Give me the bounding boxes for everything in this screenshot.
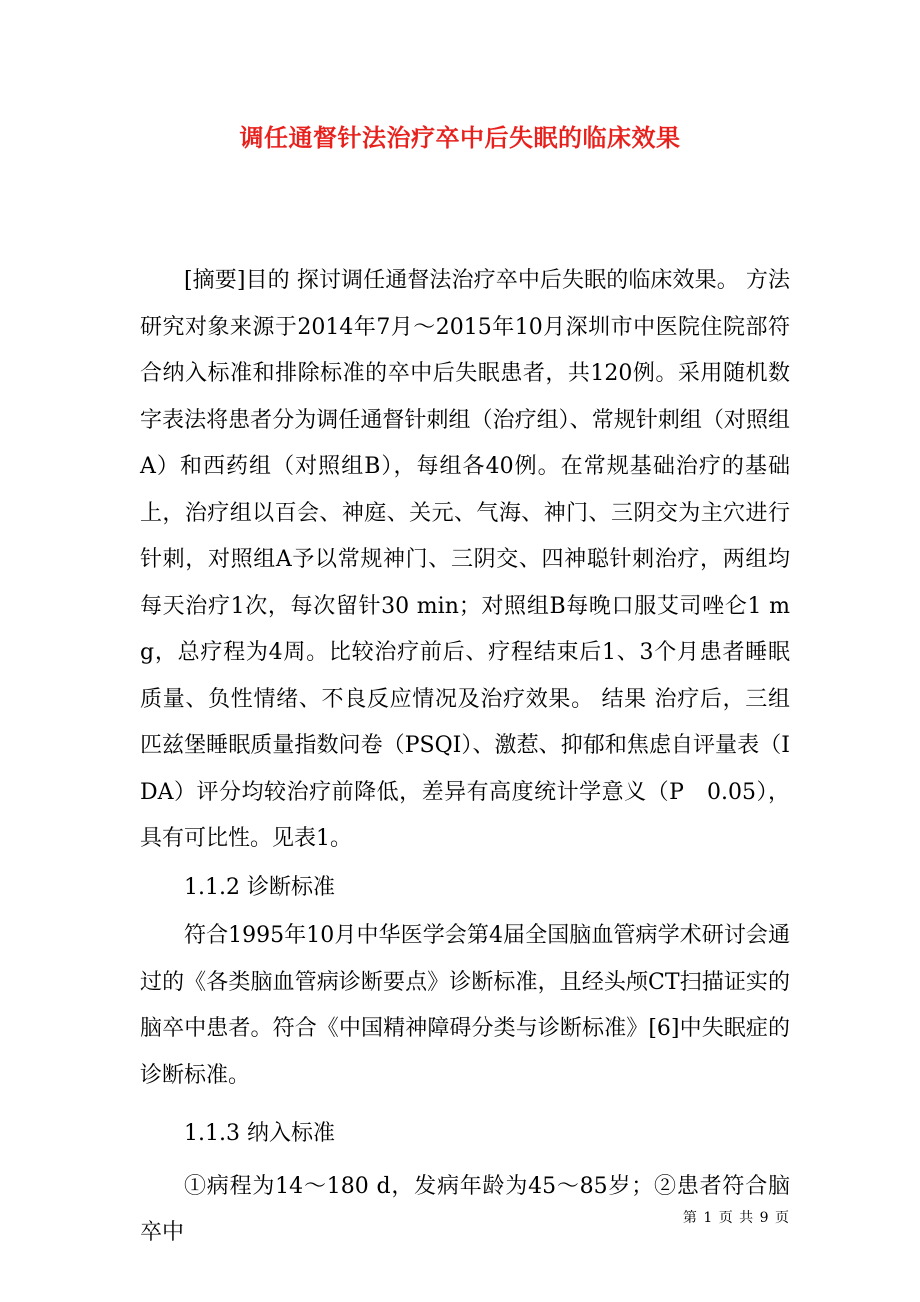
- section-heading-1-1-2: 1.1.2 诊断标准: [184, 874, 335, 900]
- section-heading-1-1-3: 1.1.3 纳入标准: [184, 1121, 335, 1146]
- inclusion-paragraph: ①病程为14～180 d，发病年龄为45～85岁；②患者符合脑卒中: [140, 1173, 790, 1245]
- diagnosis-paragraph: 符合1995年10月中华医学会第4届全国脑血管病学术研讨会通过的《各类脑血管病诊断要点》诊断标准，且经头颅CT扫描证实的脑卒中患者。符合《中国精神障碍分类与诊断标准》[6]中失眠症的诊断标准。: [140, 923, 790, 1088]
- document-title: 调任通督针法治疗卒中后失眠的临床效果: [239, 123, 681, 152]
- page-number-footer: 第 1 页 共 9 页: [682, 1210, 790, 1226]
- abstract-paragraph: [摘要]目的 探讨调任通督法治疗卒中后失眠的临床效果。 方法 研究对象来源于2014年7月～2015年10月深圳市中医院住院部符合纳入标准和排除标准的卒中后失眠患者，共120例。采用随机数字表法将患者分为调任通督针刺组（治疗组）、常规针刺组（对照组A）和西药组（对照组B），每组各40例。在常规基础治疗的基础上，治疗组以百会、神庭、关元、气海、神门、三阴交为主穴进行针刺，对照组A予以常规神门、三阴交、四神聪针刺治疗，两组均每天治疗1次，每次留针30 min；对照组B每晚口服艾司唑仑1 mg，总疗程为4周。比较治疗前后、疗程结束后1、3个月患者睡眠质量、负性情绪、不良反应情况及治疗效果。 结果 治疗后，三组匹兹堡睡眠质量指数问卷（PSQI）、激惹、抑郁和焦虑自评量表（IDA）评分均较治疗前降低，差异有高度统计学意义（P 0.05），具有可比性。见表1。: [140, 268, 790, 851]
- document-body: [140, 258, 790, 1257]
